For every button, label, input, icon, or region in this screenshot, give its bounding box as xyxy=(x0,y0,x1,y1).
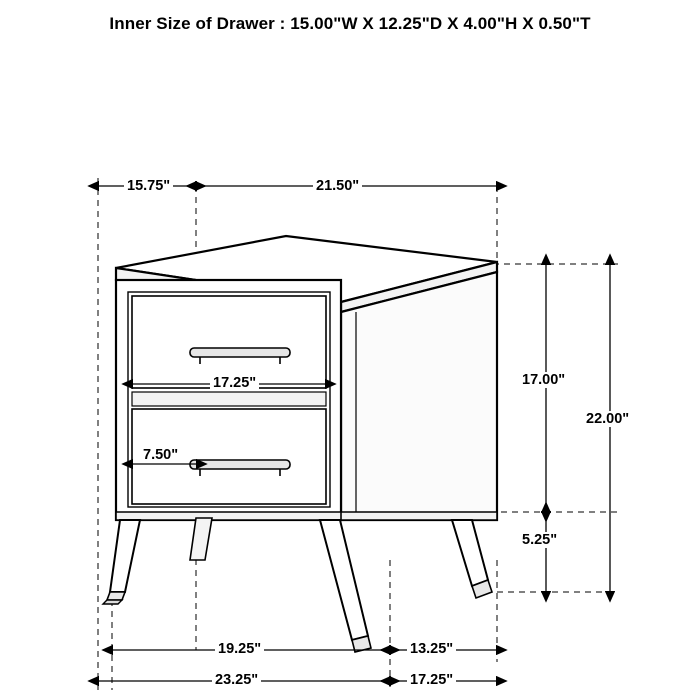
dim-label-top-width: 21.50" xyxy=(313,178,362,194)
dim-label-overall-height: 22.00" xyxy=(583,411,632,427)
nightstand-body xyxy=(103,236,497,652)
dim-label-top-left-depth: 15.75" xyxy=(124,178,173,194)
dim-label-base-side-depth: 13.25" xyxy=(407,641,456,657)
page-title: Inner Size of Drawer : 15.00"W X 12.25"D X 4.00"H X 0.50"T xyxy=(109,14,591,33)
dim-label-overall-depth: 17.25" xyxy=(407,672,456,688)
dim-label-lower-drawer-width: 7.50" xyxy=(140,447,181,463)
dim-label-case-height: 17.00" xyxy=(519,372,568,388)
dim-label-leg-height: 5.25" xyxy=(519,532,560,548)
dim-label-upper-drawer-width: 17.25" xyxy=(210,375,259,391)
dim-label-overall-width: 23.25" xyxy=(212,672,261,688)
dim-label-base-front-width: 19.25" xyxy=(215,641,264,657)
